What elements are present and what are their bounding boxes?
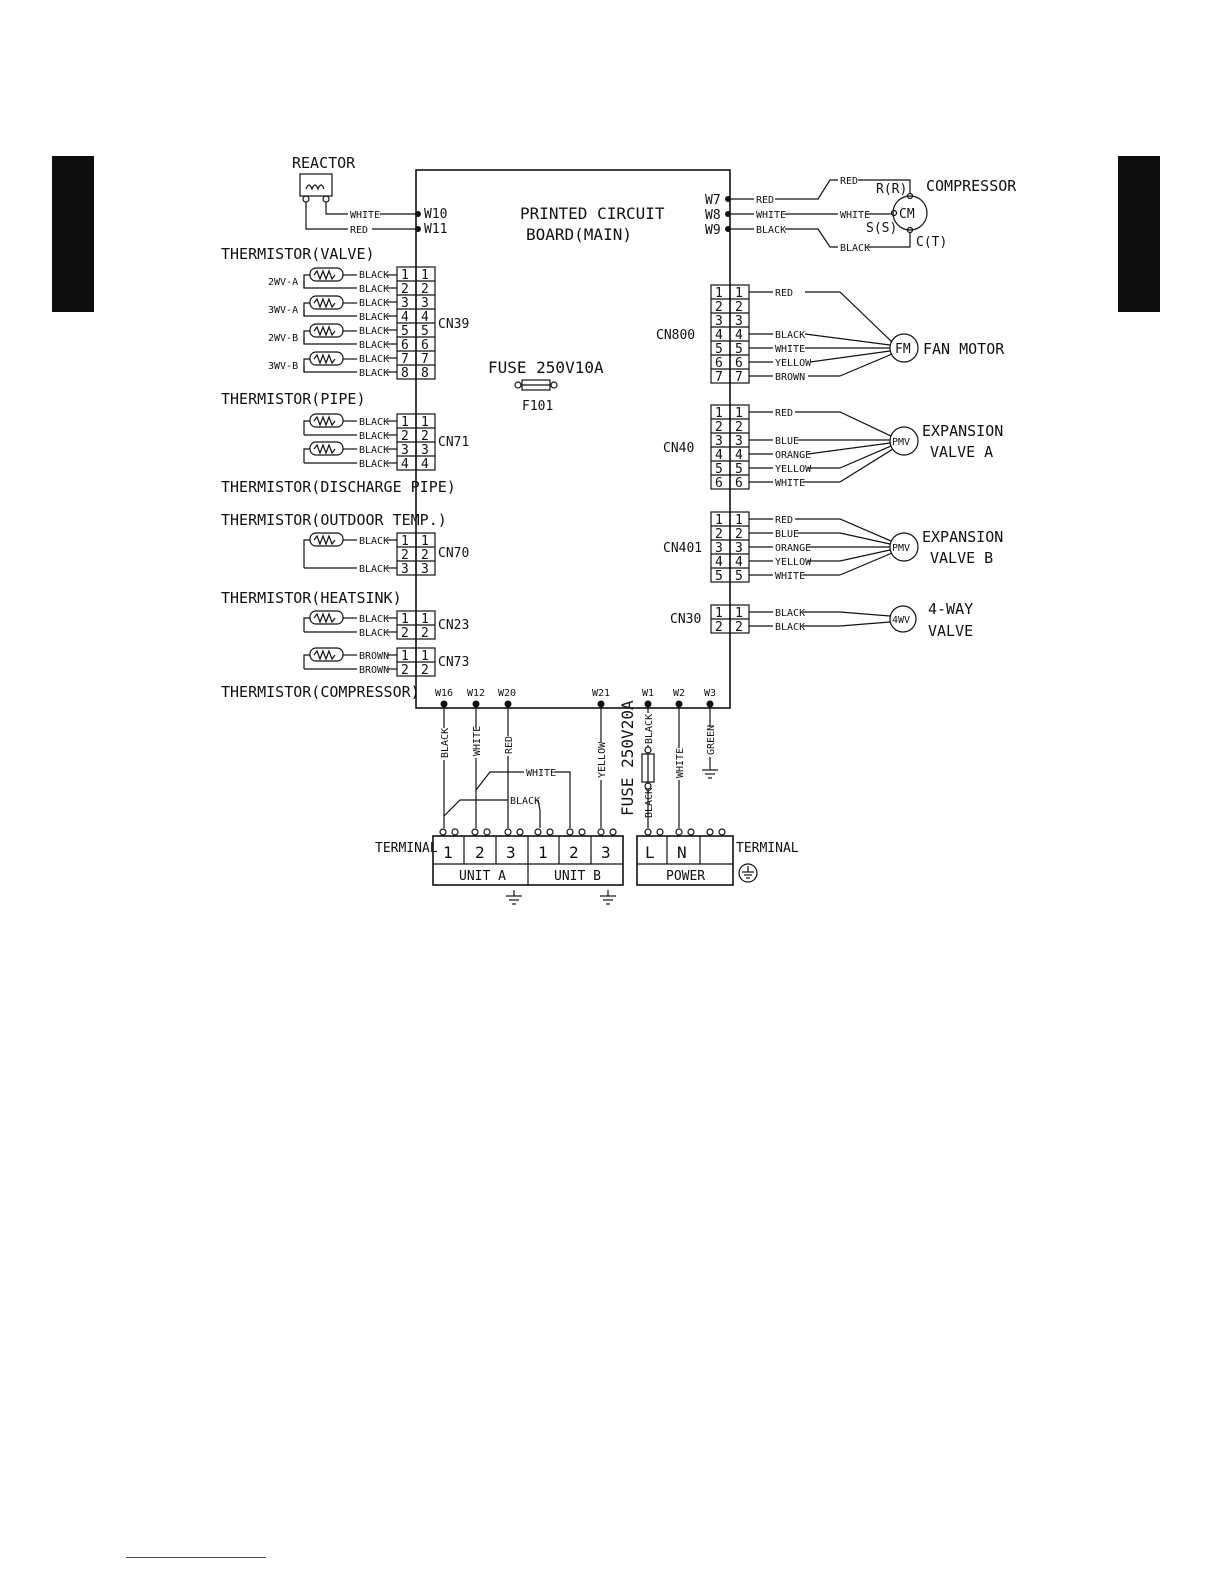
exp-b-label1: EXPANSION <box>922 528 1004 546</box>
valve-title: THERMISTOR(VALVE) <box>221 245 375 263</box>
cn39-pin-2: 2 <box>401 282 409 297</box>
cn73-pin-2: 2 <box>401 663 409 678</box>
pmv-a-text: PMV <box>892 437 911 448</box>
cn40-wire-white: WHITE <box>775 478 806 489</box>
w7-wire: RED <box>756 195 775 206</box>
cn800-pin-2: 2 <box>715 300 723 315</box>
cn39-pin-2b: 2 <box>421 282 429 297</box>
cn30-wire-1: BLACK <box>775 608 806 619</box>
cn73-pin-1b: 1 <box>421 649 429 664</box>
footer-rule <box>126 1557 266 1558</box>
exp-a-label2: VALVE A <box>930 443 994 461</box>
group-unit-a: UNIT A <box>459 869 506 884</box>
comp-term-r: R(R) <box>876 182 908 197</box>
fuse-power-label: FUSE 250V20A <box>618 700 637 816</box>
cn800-pin-2b: 2 <box>735 300 743 315</box>
cn40-wire-orange: ORANGE <box>775 450 812 461</box>
w20-wire: RED <box>504 735 515 754</box>
cn401-pin-5b: 5 <box>735 569 743 584</box>
outdoor-title: THERMISTOR(OUTDOOR TEMP.) <box>221 511 447 529</box>
cn401-pin-5: 5 <box>715 569 723 584</box>
cn39-wire-8: BLACK <box>359 368 390 379</box>
fuse-low-wire: BLACK <box>644 787 655 818</box>
w8-wire: WHITE <box>756 210 787 221</box>
fuse-f101 <box>488 358 604 414</box>
ground-icon-terminal <box>739 864 757 882</box>
cn40-pin-3: 3 <box>715 434 723 449</box>
reactor-wire-white: WHITE <box>350 210 381 221</box>
cn800-wire-white: WHITE <box>775 344 806 355</box>
terminal-label-left: TERMINAL <box>375 841 438 856</box>
fan-wires <box>749 288 892 383</box>
group-unit-b: UNIT B <box>554 869 601 884</box>
comp-term-s: S(S) <box>866 221 898 236</box>
compressor-thermistor-title: THERMISTOR(COMPRESSOR) <box>221 683 420 701</box>
cn40-pin-3b: 3 <box>735 434 743 449</box>
cn70-pin-2: 2 <box>401 548 409 563</box>
cn71-connector <box>397 414 435 472</box>
cn70-pin-3b: 3 <box>421 562 429 577</box>
terminal-block <box>375 829 799 904</box>
cn800-wire-yellow: YELLOW <box>775 358 812 369</box>
cn73-connector <box>397 648 435 678</box>
cn70-wire-1: BLACK <box>359 536 390 547</box>
cn23-wire-2: BLACK <box>359 628 390 639</box>
cn39-pin-1: 1 <box>401 268 409 283</box>
cn71-wire-3: BLACK <box>359 445 390 456</box>
heatsink-title: THERMISTOR(HEATSINK) <box>221 589 402 607</box>
w16-wire: BLACK <box>440 727 451 758</box>
fuse-main-ref: F101 <box>522 399 554 414</box>
pin-w1: W1 <box>642 688 655 699</box>
cn73-wire-1: BROWN <box>359 651 390 662</box>
cn39-wires <box>359 270 397 379</box>
cn40-pin-2b: 2 <box>735 420 743 435</box>
cn401-pin-4: 4 <box>715 555 723 570</box>
cn800-pin-1: 1 <box>715 286 723 301</box>
w21-wire: YELLOW <box>597 741 608 778</box>
cn70-pin-3: 3 <box>401 562 409 577</box>
cn39-wire-1: BLACK <box>359 270 390 281</box>
cn401-pin-2b: 2 <box>735 527 743 542</box>
cn73-label: CN73 <box>438 655 470 670</box>
cn800-pin-7b: 7 <box>735 370 743 385</box>
fourway-wires <box>749 612 890 626</box>
group-power: POWER <box>666 869 706 884</box>
cn40-pin-1b: 1 <box>735 406 743 421</box>
fm-symbol: FM <box>895 342 911 357</box>
pin-w7: W7 <box>705 193 721 208</box>
reactor-label: REACTOR <box>292 154 356 172</box>
cn800-pin-5b: 5 <box>735 342 743 357</box>
cn800-label: CN800 <box>656 328 696 343</box>
term-cell-2: 2 <box>475 843 485 862</box>
reactor <box>292 154 447 237</box>
cn800-pin-3: 3 <box>715 314 723 329</box>
w9-wire: BLACK <box>756 225 787 236</box>
comp-term-c: C(T) <box>916 235 948 250</box>
fourway-text: 4WV <box>892 615 911 626</box>
cn71-pin-4b: 4 <box>421 457 429 472</box>
ground-icon-unit-b <box>600 890 616 904</box>
cm-symbol: CM <box>899 207 915 222</box>
cn39-pin-8: 8 <box>401 366 409 381</box>
comp-ext-white: WHITE <box>840 210 871 221</box>
cn73-pin-2b: 2 <box>421 663 429 678</box>
cn30-pin-2b: 2 <box>735 620 743 635</box>
cn40-wire-red: RED <box>775 408 794 419</box>
cn39-wire-3: BLACK <box>359 298 390 309</box>
cn401-pin-1b: 1 <box>735 513 743 528</box>
exp-b-label2: VALVE B <box>930 549 994 567</box>
cn800-wire-red: RED <box>775 288 794 299</box>
cross-white: WHITE <box>526 768 557 779</box>
cn800-pin-1b: 1 <box>735 286 743 301</box>
bottom-wires <box>440 700 718 828</box>
pin-w9: W9 <box>705 223 721 238</box>
cn401-pin-2: 2 <box>715 527 723 542</box>
comp-ext-red: RED <box>840 176 859 187</box>
cn39-pin-3: 3 <box>401 296 409 311</box>
cn401-wire-red: RED <box>775 515 794 526</box>
cn800-pin-4b: 4 <box>735 328 743 343</box>
term-cell-1: 1 <box>443 843 453 862</box>
pin-w21: W21 <box>592 688 611 699</box>
cn71-label: CN71 <box>438 435 470 450</box>
term-cell-5: 2 <box>569 843 579 862</box>
cn40-pin-5b: 5 <box>735 462 743 477</box>
cn73-wire-2: BROWN <box>359 665 390 676</box>
cn70-connector <box>397 533 435 577</box>
sensor-3wv-b: 3WV-B <box>268 361 299 372</box>
cn71-pin-2: 2 <box>401 429 409 444</box>
exp-b-wires <box>749 515 892 582</box>
cn39-pin-4: 4 <box>401 310 409 325</box>
cn800-wire-black: BLACK <box>775 330 806 341</box>
cn71-wire-1: BLACK <box>359 417 390 428</box>
cn401-connector <box>711 512 749 584</box>
sensor-2wv-b: 2WV-B <box>268 333 299 344</box>
cn39-pin-6b: 6 <box>421 338 429 353</box>
w12-wire: WHITE <box>472 725 483 756</box>
cn39-wire-2: BLACK <box>359 284 390 295</box>
compressor <box>705 176 1017 254</box>
cn800-connector <box>711 285 749 385</box>
cn401-wire-orange: ORANGE <box>775 543 812 554</box>
sensor-2wv-a: 2WV-A <box>268 277 299 288</box>
cn39-pin-1b: 1 <box>421 268 429 283</box>
cn800-pin-6b: 6 <box>735 356 743 371</box>
thermistor-valve-sensors <box>268 268 357 372</box>
cn71-pin-3: 3 <box>401 443 409 458</box>
cn800-pin-5: 5 <box>715 342 723 357</box>
cn401-wire-blue: BLUE <box>775 529 800 540</box>
compressor-label: COMPRESSOR <box>926 177 1017 195</box>
cn401-label: CN401 <box>663 541 703 556</box>
cn40-connector <box>711 405 749 491</box>
cn23-connector <box>397 611 435 641</box>
cn39-label: CN39 <box>438 317 470 332</box>
cn30-pin-1b: 1 <box>735 606 743 621</box>
cn40-label: CN40 <box>663 441 695 456</box>
cn23-wire-1: BLACK <box>359 614 390 625</box>
cn39-pin-3b: 3 <box>421 296 429 311</box>
cn800-pin-6: 6 <box>715 356 723 371</box>
pin-w12: W12 <box>467 688 486 699</box>
cn70-wire-2: BLACK <box>359 564 390 575</box>
cn401-wire-yellow: YELLOW <box>775 557 812 568</box>
cn401-pin-4b: 4 <box>735 555 743 570</box>
cn70-pin-1: 1 <box>401 534 409 549</box>
cn39-wire-5: BLACK <box>359 326 390 337</box>
cn23-pin-2b: 2 <box>421 626 429 641</box>
power-cell-l: L <box>645 843 655 862</box>
cn39-pin-7: 7 <box>401 352 409 367</box>
pmv-b-text: PMV <box>892 543 911 554</box>
pin-w16: W16 <box>435 688 454 699</box>
pin-w3: W3 <box>704 688 717 699</box>
exp-a-label1: EXPANSION <box>922 422 1004 440</box>
cn40-pin-4: 4 <box>715 448 723 463</box>
cn30-pin-2: 2 <box>715 620 723 635</box>
sensor-3wv-a: 3WV-A <box>268 305 299 316</box>
cn401-wire-white: WHITE <box>775 571 806 582</box>
cn40-wire-yellow: YELLOW <box>775 464 812 475</box>
cn40-pin-2: 2 <box>715 420 723 435</box>
cn39-pin-6: 6 <box>401 338 409 353</box>
bottom-pins <box>435 688 716 708</box>
cn70-label: CN70 <box>438 546 470 561</box>
fourway-label1: 4-WAY <box>928 600 974 618</box>
pin-w8: W8 <box>705 208 721 223</box>
reactor-wire-red: RED <box>350 225 369 236</box>
cn800-pin-4: 4 <box>715 328 723 343</box>
cn71-pin-1: 1 <box>401 415 409 430</box>
cn40-wire-blue: BLUE <box>775 436 800 447</box>
pin-w10: W10 <box>424 207 448 222</box>
pcb-title-line2: BOARD(MAIN) <box>526 225 632 244</box>
cn71-wire-4: BLACK <box>359 459 390 470</box>
comp-ext-black: BLACK <box>840 243 871 254</box>
cn800-pin-3b: 3 <box>735 314 743 329</box>
cn71-pin-3b: 3 <box>421 443 429 458</box>
cn23-pin-1: 1 <box>401 612 409 627</box>
cn23-pin-1b: 1 <box>421 612 429 627</box>
w1-wire: BLACK <box>644 713 655 744</box>
cn40-pin-5: 5 <box>715 462 723 477</box>
term-cell-3: 3 <box>506 843 516 862</box>
cn73-pin-1: 1 <box>401 649 409 664</box>
cn39-wire-4: BLACK <box>359 312 390 323</box>
pipe-title: THERMISTOR(PIPE) <box>221 390 366 408</box>
cn40-pin-6: 6 <box>715 476 723 491</box>
cn39-pin-5b: 5 <box>421 324 429 339</box>
cn30-wire-2: BLACK <box>775 622 806 633</box>
cn401-pin-1: 1 <box>715 513 723 528</box>
cn71-pin-1b: 1 <box>421 415 429 430</box>
cn23-pin-2: 2 <box>401 626 409 641</box>
cn71-wire-2: BLACK <box>359 431 390 442</box>
fuse-main-label: FUSE 250V10A <box>488 358 604 377</box>
cn39-wire-6: BLACK <box>359 340 390 351</box>
cross-black: BLACK <box>510 796 541 807</box>
cn39-connector <box>397 267 435 381</box>
cn401-pin-3b: 3 <box>735 541 743 556</box>
cn71-pin-4: 4 <box>401 457 409 472</box>
cn70-pin-1b: 1 <box>421 534 429 549</box>
cn30-pin-1: 1 <box>715 606 723 621</box>
fourway-label2: VALVE <box>928 622 974 640</box>
term-cell-4: 1 <box>538 843 548 862</box>
pcb-title-line1: PRINTED CIRCUIT <box>520 204 665 223</box>
cn39-pin-4b: 4 <box>421 310 429 325</box>
cn30-connector <box>711 605 749 635</box>
cn70-pin-2b: 2 <box>421 548 429 563</box>
power-cell-n: N <box>677 843 687 862</box>
cn401-pin-3: 3 <box>715 541 723 556</box>
cn39-pin-8b: 8 <box>421 366 429 381</box>
cn39-pin-7b: 7 <box>421 352 429 367</box>
cn23-label: CN23 <box>438 618 470 633</box>
cn30-label: CN30 <box>670 612 702 627</box>
cn40-pin-6b: 6 <box>735 476 743 491</box>
term-cell-6: 3 <box>601 843 611 862</box>
ground-icon-unit-a <box>506 890 522 904</box>
cn39-wire-7: BLACK <box>359 354 390 365</box>
w3-wire: GREEN <box>706 724 717 755</box>
cn40-pin-1: 1 <box>715 406 723 421</box>
cn71-pin-2b: 2 <box>421 429 429 444</box>
cn40-pin-4b: 4 <box>735 448 743 463</box>
terminal-label-right: TERMINAL <box>736 841 799 856</box>
exp-a-wires <box>749 408 893 489</box>
pin-w20: W20 <box>498 688 517 699</box>
cn39-pin-5: 5 <box>401 324 409 339</box>
w2-wire: WHITE <box>675 747 686 778</box>
fan-motor-label: FAN MOTOR <box>923 340 1005 358</box>
discharge-title: THERMISTOR(DISCHARGE PIPE) <box>221 478 456 496</box>
cn800-pin-7: 7 <box>715 370 723 385</box>
pin-w2: W2 <box>673 688 686 699</box>
pin-w11: W11 <box>424 222 448 237</box>
cn800-wire-brown: BROWN <box>775 372 806 383</box>
